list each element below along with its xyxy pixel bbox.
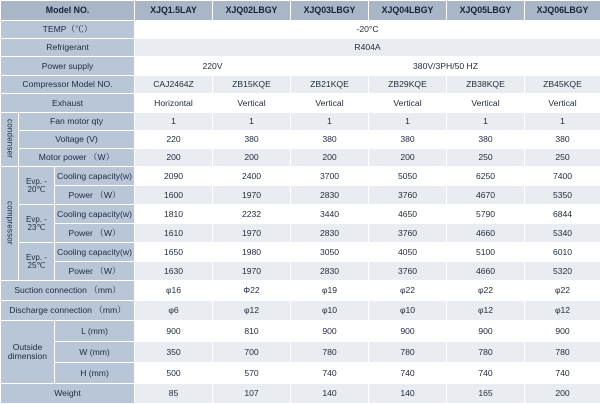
cooling-capacity-label: Cooling capacity(w) (55, 167, 135, 186)
cell: 140 (291, 384, 369, 404)
cell: 350 (135, 342, 213, 363)
dim-l-label: L (mm) (55, 321, 135, 342)
cell: 1630 (135, 262, 213, 281)
refrigerant-label: Refrigerant (1, 39, 135, 57)
cell: φ19 (291, 281, 369, 301)
cell: 740 (291, 363, 369, 384)
exhaust-row (1, 94, 600, 113)
cell: 500 (135, 363, 213, 384)
power-supply-380: 380V/3PH/50 HZ (291, 57, 600, 76)
cell: 4650 (369, 205, 447, 224)
cell: 1970 (213, 224, 291, 243)
cell: 85 (135, 384, 213, 404)
condenser-section-label (1, 113, 19, 167)
cell: 5340 (525, 224, 600, 243)
cell: ZB38KQE (447, 76, 525, 94)
cell: 5100 (447, 243, 525, 262)
model-col-3: XJQ03LBGY (291, 1, 369, 21)
power-supply-label: Power supply (1, 57, 135, 76)
cell: 900 (291, 321, 369, 342)
cell: 1650 (135, 243, 213, 262)
model-col-1: XJQ1.5LAY (135, 1, 213, 21)
cell: 3440 (291, 205, 369, 224)
cell: 2830 (291, 262, 369, 281)
model-no-label: Model NO. (1, 1, 135, 21)
cell: Φ22 (213, 281, 291, 301)
cell: 740 (447, 363, 525, 384)
cell: 2400 (213, 167, 291, 186)
evp25-power-row (1, 262, 600, 281)
evp20-cooling-row (1, 167, 600, 186)
compressor-model-label: Compressor Model NO. (1, 76, 135, 94)
power-label: Power （W） (55, 224, 135, 243)
cell: Horizontal (135, 94, 213, 113)
cell: 1970 (213, 262, 291, 281)
cell: 165 (447, 384, 525, 404)
cell: φ22 (369, 281, 447, 301)
header-row (1, 1, 600, 21)
suction-row (1, 281, 600, 301)
cell: 2232 (213, 205, 291, 224)
compressor-model-row (1, 76, 600, 94)
power-supply-row (1, 57, 600, 76)
power-label: Power （W） (55, 262, 135, 281)
cell: Vertical (525, 94, 600, 113)
dim-l-row (1, 321, 600, 342)
cell: 250 (525, 149, 600, 167)
cell: φ12 (525, 301, 600, 321)
discharge-row (1, 301, 600, 321)
cell: 1 (369, 113, 447, 131)
cell: 780 (291, 342, 369, 363)
exhaust-label: Exhaust (1, 94, 135, 113)
cell: φ16 (135, 281, 213, 301)
cell: 5050 (369, 167, 447, 186)
voltage-label: Voltage (V) (19, 131, 135, 149)
cell: ZB29KQE (369, 76, 447, 94)
model-col-4: XJQ04LBGY (369, 1, 447, 21)
cell: 780 (369, 342, 447, 363)
suction-label: Suction connection （mm） (1, 281, 135, 301)
cell: 5790 (447, 205, 525, 224)
cell: φ10 (369, 301, 447, 321)
evp23-power-row (1, 224, 600, 243)
cell: 810 (213, 321, 291, 342)
dim-w-label: W (mm) (55, 342, 135, 363)
cell: 1 (447, 113, 525, 131)
cell: Vertical (447, 94, 525, 113)
cell: 380 (213, 131, 291, 149)
cell: 740 (369, 363, 447, 384)
cell: 5350 (525, 186, 600, 205)
dim-h-label: H (mm) (55, 363, 135, 384)
cell: φ22 (525, 281, 600, 301)
condenser-section-text: condenser (6, 119, 14, 158)
cell: φ12 (213, 301, 291, 321)
outside-dimension-label: Outside dimension (1, 321, 55, 384)
fan-qty-label: Fan motor qty (19, 113, 135, 131)
evp20-power-row (1, 186, 600, 205)
cell: φ10 (291, 301, 369, 321)
discharge-label: Discharge connection （mm） (1, 301, 135, 321)
evp23-cooling-row (1, 205, 600, 224)
cell: 2090 (135, 167, 213, 186)
cell: ZB15KQE (213, 76, 291, 94)
cell: 200 (525, 384, 600, 404)
evp-23-label: Evp. - 23℃ (19, 205, 55, 243)
cell: 380 (291, 131, 369, 149)
cell: 3760 (369, 262, 447, 281)
cell: 250 (447, 149, 525, 167)
cell: 3050 (291, 243, 369, 262)
cell: 200 (135, 149, 213, 167)
cell: 200 (291, 149, 369, 167)
dim-h-row (1, 363, 600, 384)
cell: 107 (213, 384, 291, 404)
cell: 4660 (447, 224, 525, 243)
weight-label: Weight (1, 384, 135, 404)
cell: 900 (135, 321, 213, 342)
cell: CAJ2464Z (135, 76, 213, 94)
cell: 4660 (447, 262, 525, 281)
compressor-section-text: compressor (6, 201, 14, 245)
cooling-capacity-label: Cooling capacity(w) (55, 243, 135, 262)
cell: 6250 (447, 167, 525, 186)
cell: φ12 (447, 301, 525, 321)
cell: 200 (213, 149, 291, 167)
temp-label: TEMP（℃） (1, 21, 135, 39)
fan-qty-row (1, 113, 600, 131)
cell: 780 (447, 342, 525, 363)
cell: 570 (213, 363, 291, 384)
cell: 220 (135, 131, 213, 149)
cell: 380 (525, 131, 600, 149)
cell: φ22 (447, 281, 525, 301)
cell: 740 (525, 363, 600, 384)
cell: 6844 (525, 205, 600, 224)
weight-row (1, 384, 600, 404)
cell: 1 (135, 113, 213, 131)
cell: 1 (525, 113, 600, 131)
cell: Vertical (213, 94, 291, 113)
cooling-capacity-label: Cooling capacity(w) (55, 205, 135, 224)
cell: 380 (369, 131, 447, 149)
compressor-section-label (1, 167, 19, 281)
motor-power-label: Motor power （W） (19, 149, 135, 167)
voltage-row (1, 131, 600, 149)
cell: 3760 (369, 224, 447, 243)
refrigerant-value: R404A (135, 39, 600, 57)
cell: 900 (525, 321, 600, 342)
refrigerant-row (1, 39, 600, 57)
cell: 200 (369, 149, 447, 167)
evp-25-label: Evp. - 25℃ (19, 243, 55, 281)
cell: φ6 (135, 301, 213, 321)
cell: 4670 (447, 186, 525, 205)
cell: 2830 (291, 224, 369, 243)
cell: 900 (369, 321, 447, 342)
cell: 1 (291, 113, 369, 131)
cell: Vertical (369, 94, 447, 113)
cell: 3700 (291, 167, 369, 186)
cell: 140 (369, 384, 447, 404)
cell: 1610 (135, 224, 213, 243)
cell: Vertical (291, 94, 369, 113)
power-supply-220: 220V (135, 57, 291, 76)
cell: 3760 (369, 186, 447, 205)
model-col-6: XJQ06LBGY (525, 1, 600, 21)
cell: 1600 (135, 186, 213, 205)
cell: ZB21KQE (291, 76, 369, 94)
power-label: Power （W） (55, 186, 135, 205)
temp-row (1, 21, 600, 39)
cell: 700 (213, 342, 291, 363)
cell: 1970 (213, 186, 291, 205)
temp-value: -20°C (135, 21, 600, 39)
model-col-5: XJQ05LBGY (447, 1, 525, 21)
cell: 380 (447, 131, 525, 149)
model-col-2: XJQ02LBGY (213, 1, 291, 21)
cell: 5320 (525, 262, 600, 281)
cell: 7400 (525, 167, 600, 186)
cell: 2830 (291, 186, 369, 205)
evp25-cooling-row (1, 243, 600, 262)
cell: 1810 (135, 205, 213, 224)
cell: 1980 (213, 243, 291, 262)
cell: 6010 (525, 243, 600, 262)
cell: 780 (525, 342, 600, 363)
evp-20-label: Evp. - 20℃ (19, 167, 55, 205)
motor-power-row (1, 149, 600, 167)
cell: 4050 (369, 243, 447, 262)
cell: ZB45KQE (525, 76, 600, 94)
cell: 1 (213, 113, 291, 131)
dim-w-row (1, 342, 600, 363)
cell: 900 (447, 321, 525, 342)
